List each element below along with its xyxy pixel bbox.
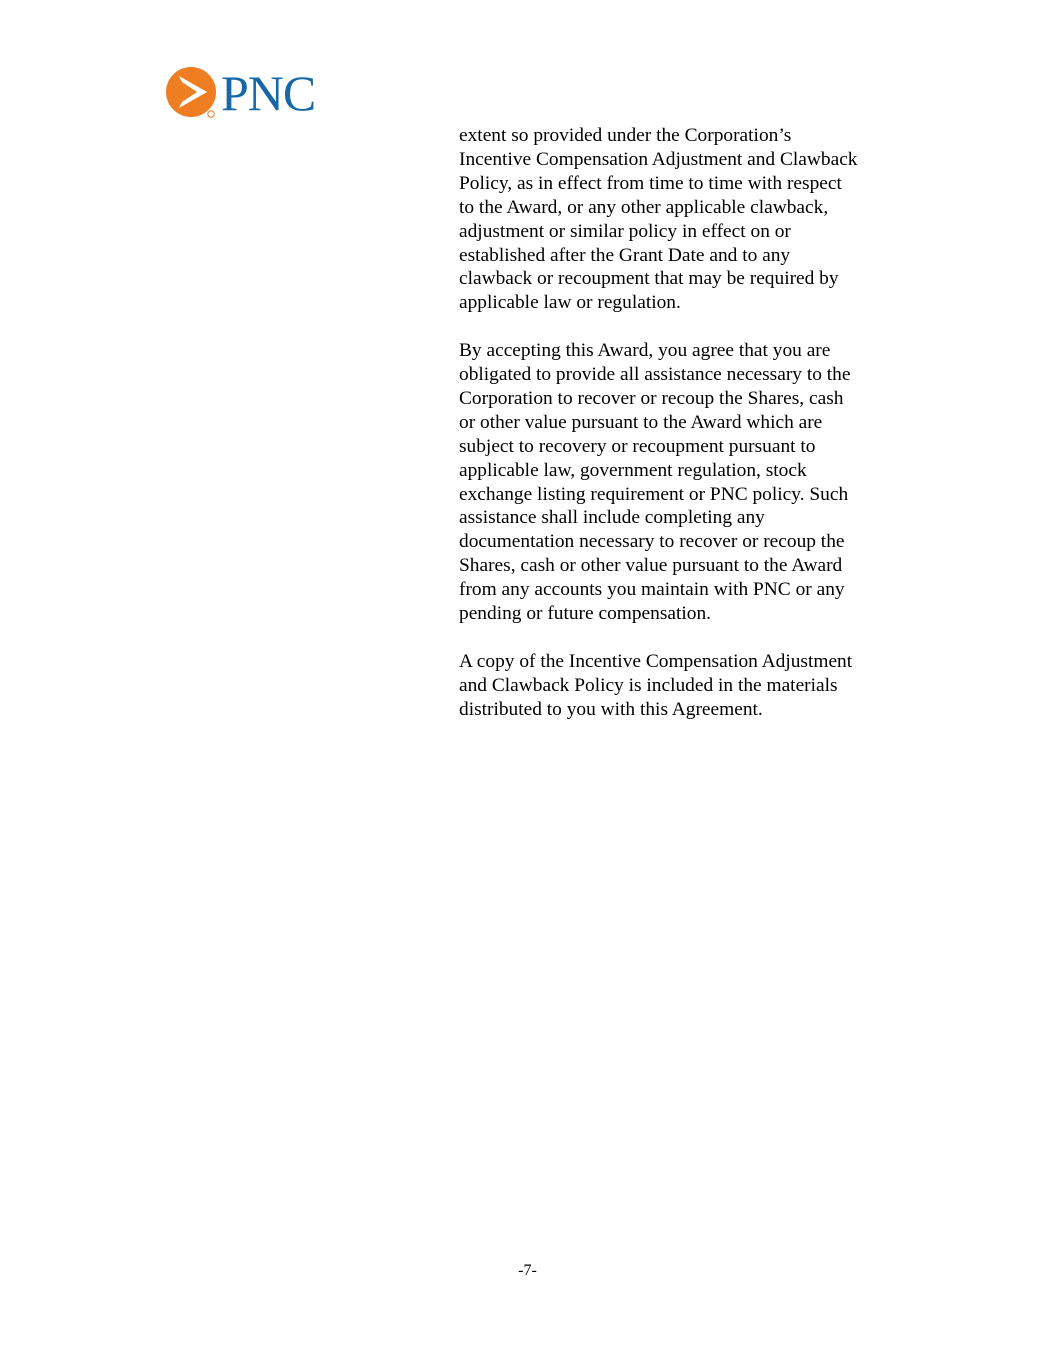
paragraph-clawback-policy: extent so provided under the Corporation’s Incentive Compensation Adjustment and Clawback Policy, as in effect from time to time with respect to the Award, or any other applicable clawback, adjustment or similar policy in effect on or established after the Grant Date and to any clawback or recoupment that may be required by applicable law or regulation. <box>459 125 858 314</box>
paragraph-policy-copy: A copy of the Incentive Compensation Adjustment and Clawback Policy is included in the materials distributed to you with this Agreement. <box>459 650 853 720</box>
logo-wordmark: PNC <box>221 65 316 121</box>
paragraph-assistance-obligation: By accepting this Award, you agree that you are obligated to provide all assistance necessary to the Corporation to recover or recoup the Shares, cash or other value pursuant to the Award which are subject to recovery or recoupment pursuant to applicable law, government regulation, stock exchange listing requirement or PNC policy. Such assistance shall include completing any documentation necessary to recover or recoup the Shares, cash or other value pursuant to the Award from any accounts you maintain with PNC or any pending or future compensation. <box>459 340 851 625</box>
pnc-triangle-logo-icon <box>165 66 219 120</box>
document-body <box>459 124 899 746</box>
page-number: -7- <box>518 1262 537 1279</box>
pnc-logo <box>165 66 340 120</box>
